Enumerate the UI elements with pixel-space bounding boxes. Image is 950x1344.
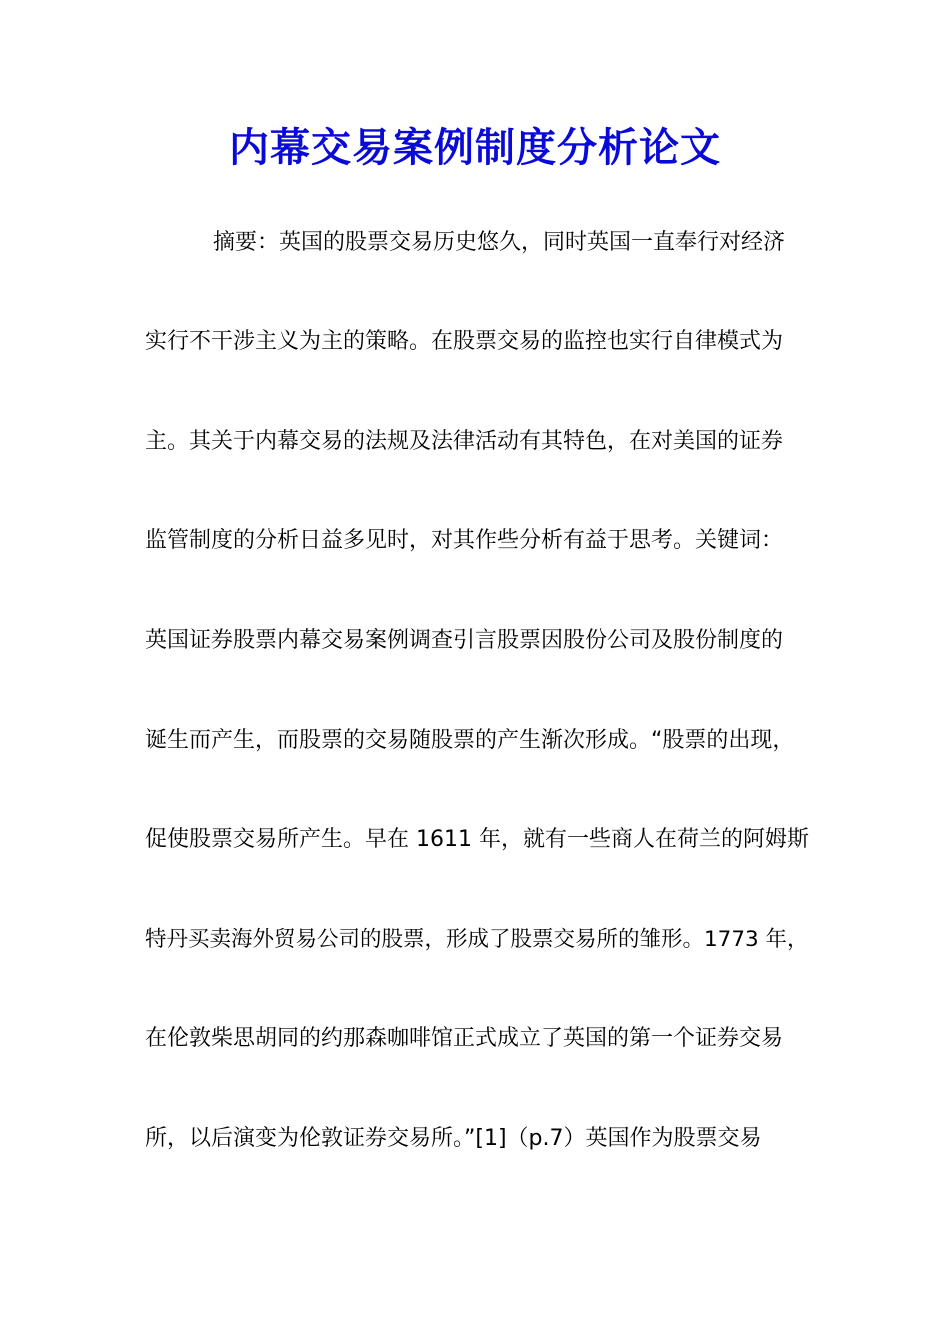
text-line: 英国证券股票内幕交易案例调查引言股票因股份公司及股份制度的 [145, 628, 784, 653]
text-line: 特丹买卖海外贸易公司的股票，形成了股票交易所的雏形。1773 年， [145, 927, 809, 952]
text-line: 监管制度的分析日益多见时，对其作些分析有益于思考。关键词： [145, 528, 784, 553]
document-title: 内幕交易案例制度分析论文 [229, 124, 721, 171]
text-line: 促使股票交易所产生。早在 1611 年，就有一些商人在荷兰的阿姆斯 [145, 827, 809, 852]
text-line: 诞生而产生，而股票的交易随股票的产生渐次形成。“股票的出现， [145, 728, 795, 753]
text-line: 主。其关于内幕交易的法规及法律活动有其特色，在对美国的证券 [145, 429, 784, 454]
text-line: 实行不干涉主义为主的策略。在股票交易的监控也实行自律模式为 [145, 329, 784, 354]
text-line: 所，以后演变为伦敦证券交易所。”[1]（p.7）英国作为股票交易 [145, 1126, 762, 1151]
text-line: 摘要：英国的股票交易历史悠久，同时英国一直奉行对经济 [213, 230, 786, 255]
text-line: 在伦敦柴思胡同的约那森咖啡馆正式成立了英国的第一个证券交易 [145, 1026, 784, 1051]
